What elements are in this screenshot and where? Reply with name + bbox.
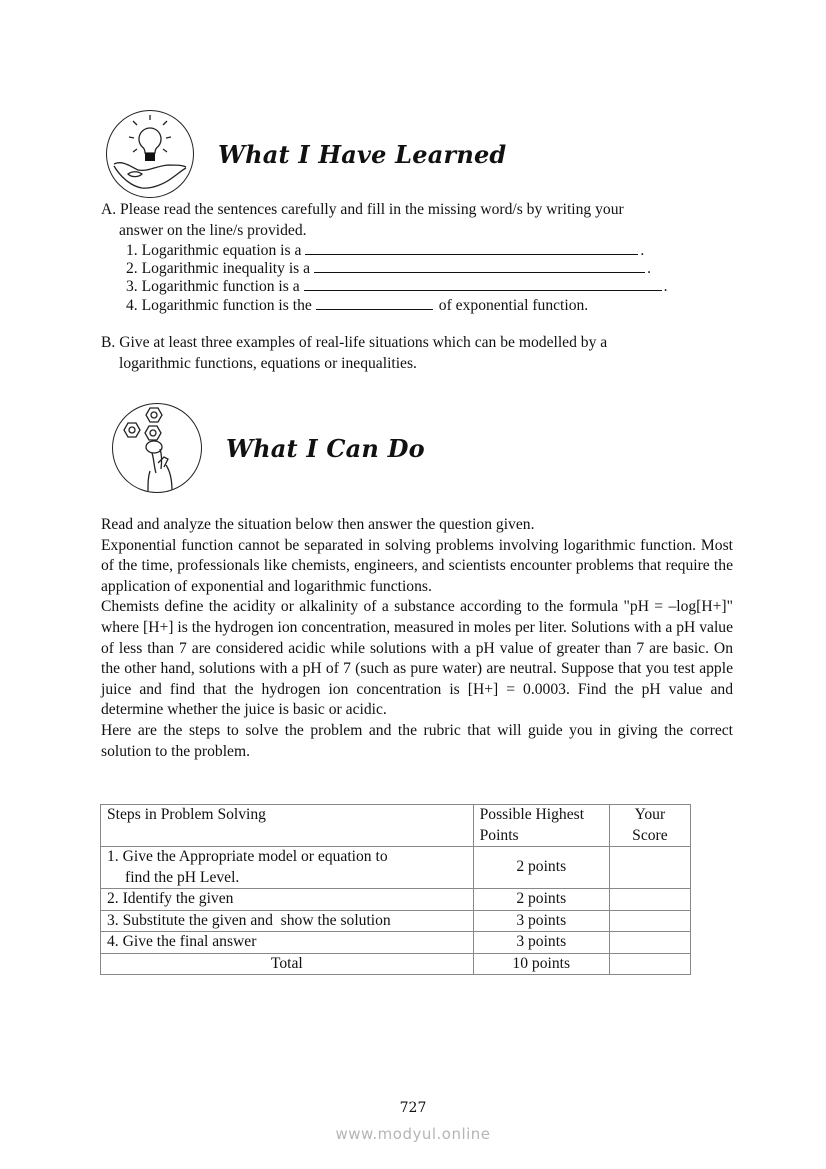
points-cell: 3 points xyxy=(473,932,609,954)
item-suffix: . xyxy=(647,260,651,278)
score-cell[interactable] xyxy=(609,932,690,954)
item-prompt: 1. Logarithmic equation is a xyxy=(126,242,302,259)
paragraph: Chemists define the acidity or alkalinity of a substance according to the formula "pH = –log[H+]" where [H+] is the hydrogen ion concentration, measured in moles per liter. Solutions with a pH value of less than 7 are considered acidic while solutions with a pH value of greater than 7 are basic. On the other hand, solutions with a pH of 7 (such as pure water) are neutral. Suppose that you test apple juice and find that the hydrogen ion concentration is [H+] = 0.0003. Find the pH value and determine whether the juice is basic or acidic. xyxy=(101,598,733,719)
section-title: What I Can Do xyxy=(226,433,425,463)
step-cell: 2. Identify the given xyxy=(101,889,474,911)
instruction-line: A. Please read the sentences carefully and fill in the missing word/s by writing your xyxy=(101,201,624,218)
hand-bolts-icon xyxy=(112,403,202,493)
list-item xyxy=(126,260,668,278)
item-suffix: . xyxy=(663,278,668,296)
list-item xyxy=(126,242,668,260)
table-row xyxy=(101,889,691,911)
paragraph: Read and analyze the situation below then answer the question given. xyxy=(101,516,535,533)
table-row xyxy=(101,932,691,954)
item-prompt: 3. Logarithmic function is a xyxy=(126,278,300,296)
section-title: What I Have Learned xyxy=(218,139,507,169)
lightbulb-hand-icon xyxy=(106,110,194,198)
instruction-line: B. Give at least three examples of real-life situations which can be modelled by a xyxy=(101,334,608,351)
paragraph: Here are the steps to solve the problem and the rubric that will guide you in giving the correct solution to the problem. xyxy=(101,721,733,760)
answer-blank[interactable] xyxy=(305,242,638,255)
points-cell: 2 points xyxy=(473,847,609,889)
list-item xyxy=(126,278,668,296)
rubric-table xyxy=(100,804,691,975)
table-header-row xyxy=(101,805,691,847)
answer-blank[interactable] xyxy=(316,297,433,310)
header-cell: Your Score xyxy=(609,805,690,847)
score-cell[interactable] xyxy=(609,889,690,911)
answer-blank[interactable] xyxy=(304,278,662,291)
paragraph: Exponential function cannot be separated in solving problems involving logarithmic function. Most of the time, professionals like chemists, engineers, and scientists encounter problems that require the application of exponential and logarithmic functions. xyxy=(101,536,733,595)
step-text: find the pH Level. xyxy=(125,868,240,886)
part-b-instruction xyxy=(101,333,741,374)
answer-blank[interactable] xyxy=(314,260,645,273)
part-a-instruction xyxy=(101,200,741,241)
points-cell: 2 points xyxy=(473,889,609,911)
score-cell[interactable] xyxy=(609,910,690,932)
section-header-what-i-can-do xyxy=(112,403,425,493)
table-row xyxy=(101,910,691,932)
watermark: www.modyul.online xyxy=(335,1125,491,1143)
fill-in-list xyxy=(126,242,668,315)
total-points: 10 points xyxy=(473,953,609,975)
list-item xyxy=(126,297,668,315)
table-total-row xyxy=(101,953,691,975)
instruction-line: answer on the line/s provided. xyxy=(119,221,307,239)
score-cell[interactable] xyxy=(609,847,690,889)
item-suffix: of exponential function. xyxy=(438,296,589,314)
instruction-line: logarithmic functions, equations or inequalities. xyxy=(119,354,417,372)
step-text: 1. Give the Appropriate model or equation to xyxy=(107,848,388,865)
item-prompt: 4. Logarithmic function is the xyxy=(126,296,312,314)
total-score-cell[interactable] xyxy=(609,953,690,975)
total-label: Total xyxy=(101,953,474,975)
step-cell xyxy=(101,847,474,889)
situation-text xyxy=(101,515,733,762)
points-cell: 3 points xyxy=(473,910,609,932)
table-row xyxy=(101,847,691,889)
page-number: 727 xyxy=(399,1100,427,1116)
header-cell: Possible Highest Points xyxy=(473,805,609,847)
item-prompt: 2. Logarithmic inequality is a xyxy=(126,260,311,278)
header-cell: Steps in Problem Solving xyxy=(101,805,474,847)
step-cell: 3. Substitute the given and show the solution xyxy=(101,910,474,932)
item-suffix: . xyxy=(640,242,645,259)
section-header-what-i-have-learned xyxy=(106,110,506,198)
step-cell: 4. Give the final answer xyxy=(101,932,474,954)
